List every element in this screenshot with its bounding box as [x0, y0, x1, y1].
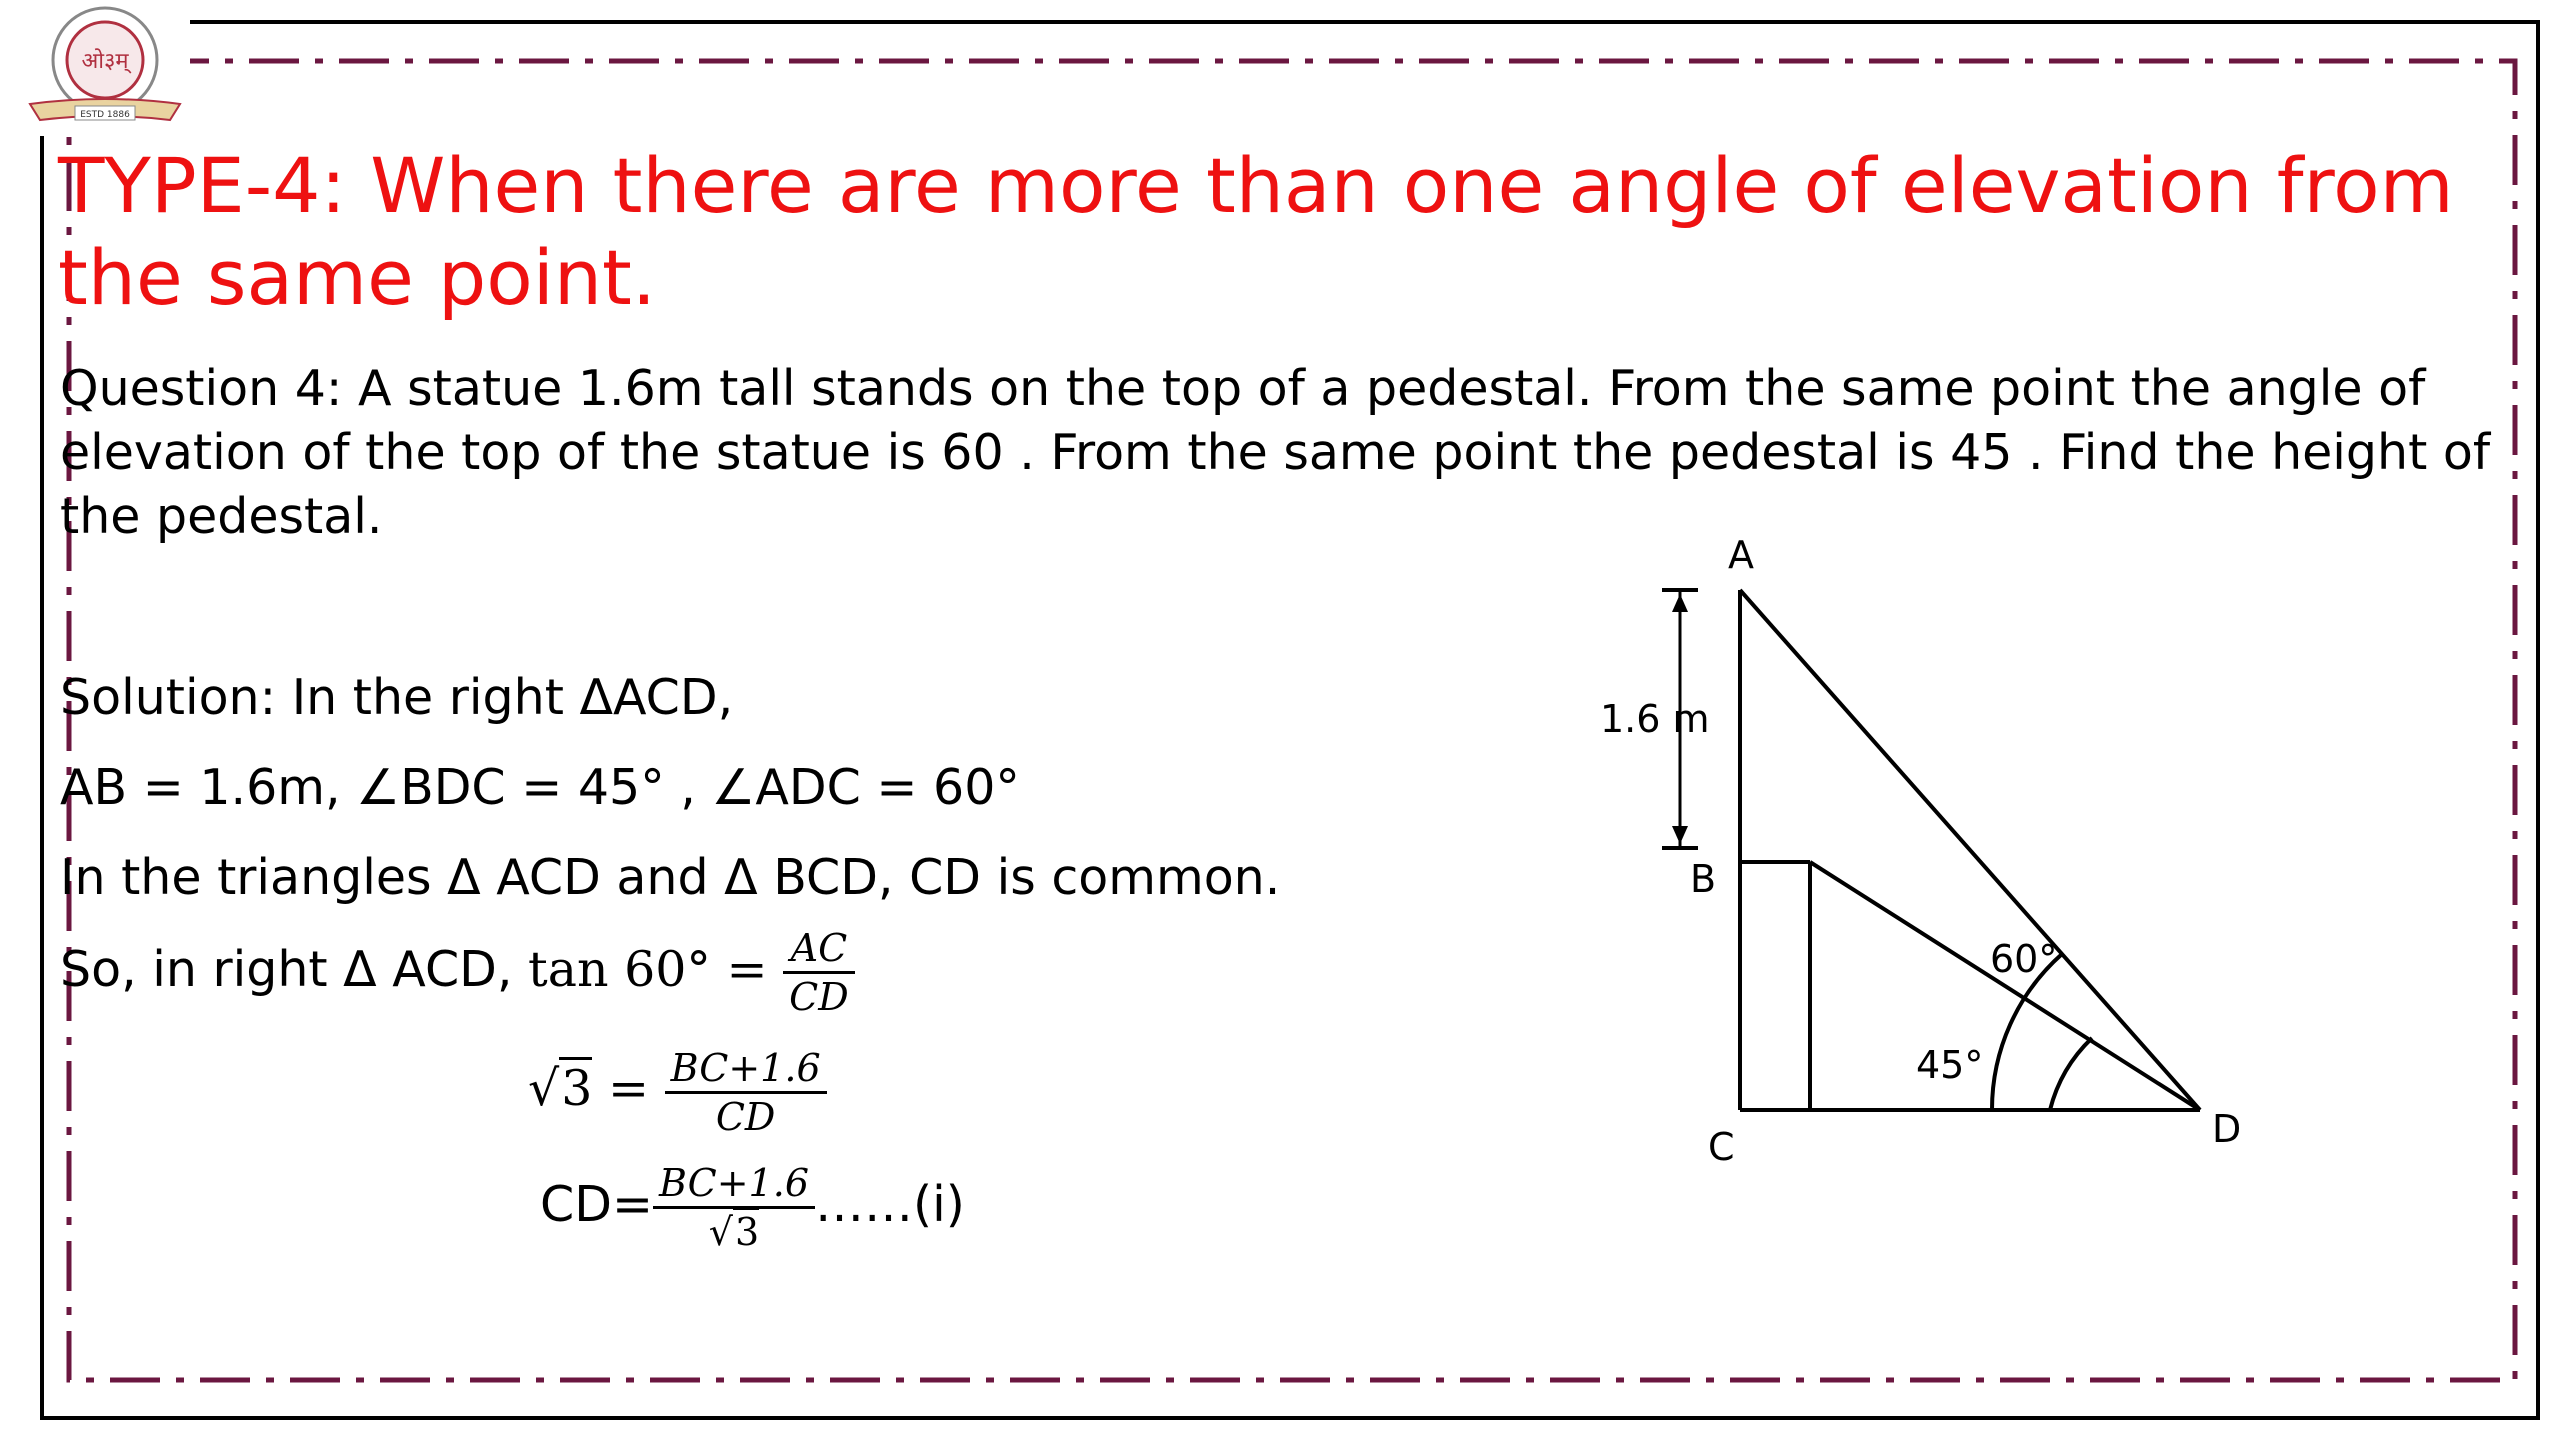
fraction-denominator-root: √3 [653, 1209, 815, 1255]
label-b: B [1690, 857, 1717, 901]
dimension-arrow-up [1672, 594, 1688, 612]
college-emblem-icon [20, 2, 190, 136]
fraction-ac-over-cd [783, 925, 855, 1020]
label-angle-45: 45° [1916, 1043, 1984, 1087]
sqrt-symbol: √3 [528, 1057, 592, 1117]
question-text: Question 4: A statue 1.6m tall stands on the top of a pedestal. From the same point the angle of elevation of the top of the statue is 60 . From the same point the pedestal is 45 . Find the height of the pedestal. [60, 360, 2491, 545]
label-c: C [1708, 1125, 1735, 1169]
angle-arc-45 [2050, 1038, 2092, 1110]
equation-3 [540, 1160, 965, 1255]
label-d: D [2212, 1107, 2242, 1151]
line4-expression: tan 60° = [528, 941, 768, 998]
solution-line-2: AB = 1.6m, ∠BDC = 45° , ∠ADC = 60° [60, 759, 1020, 816]
label-statue-height: 1.6 m [1600, 697, 1710, 741]
sqrt-argument: 3 [733, 1207, 759, 1254]
eq3-prefix: CD= [540, 1176, 654, 1233]
dimension-arrow-down [1672, 826, 1688, 844]
sqrt-argument: 3 [559, 1057, 592, 1117]
label-a: A [1728, 533, 1754, 577]
fraction-numerator: AC [783, 925, 855, 974]
equation-2 [528, 1045, 827, 1140]
fraction-denominator: CD [715, 1095, 776, 1139]
equals-sign: = [608, 1060, 650, 1117]
triangle-diagram [1580, 510, 2280, 1170]
slide-title: TYPE-4: When there are more than one angle of elevation from the same point. [58, 141, 2454, 322]
line-bd [1810, 862, 2200, 1110]
logo-center-text: ओ३म् [81, 49, 129, 74]
line4-prefix: So, in right Δ ACD, [60, 941, 529, 998]
label-angle-60: 60° [1990, 937, 2058, 981]
fraction-bc-plus-over-root3 [653, 1160, 815, 1255]
solution-line-3: In the triangles Δ ACD and Δ BCD, CD is common. [60, 849, 1281, 906]
solution-line-4 [60, 925, 855, 1020]
logo-estd-text: ESTD 1886 [80, 110, 130, 120]
fraction-denominator: CD [789, 975, 849, 1019]
fraction-numerator: BC+1.6 [665, 1045, 827, 1094]
solution-line-1: Solution: In the right ΔACD, [60, 669, 734, 726]
fraction-bc-plus-over-cd [665, 1045, 827, 1140]
fraction-numerator: BC+1.6 [653, 1160, 815, 1209]
eq3-suffix: ……(i) [815, 1176, 965, 1233]
